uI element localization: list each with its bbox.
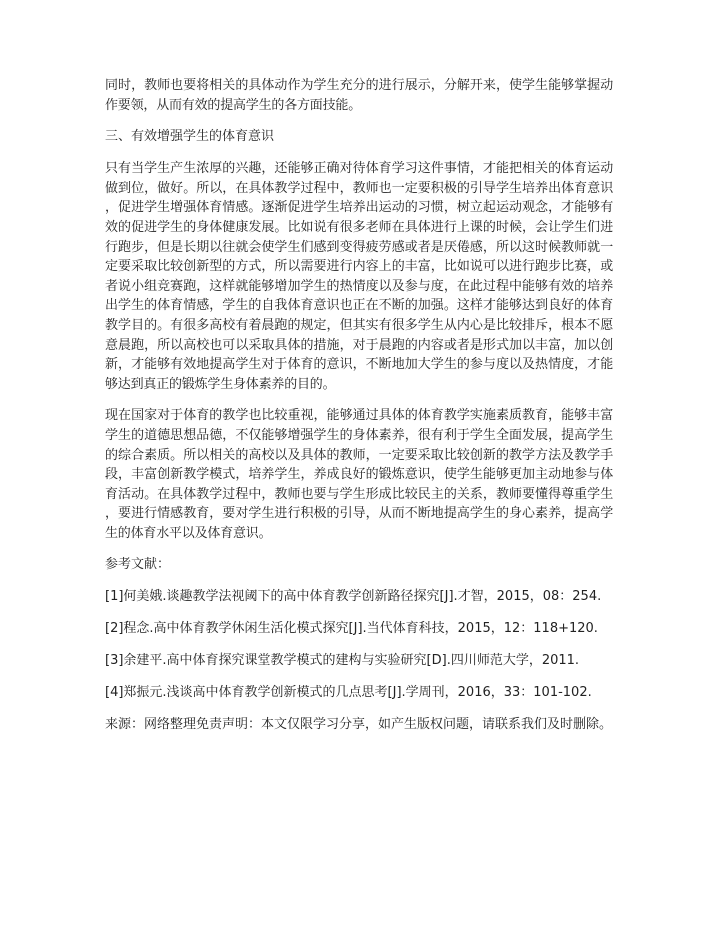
text-line: 现在国家对于体育的教学也比较重视，能够通过具体的体育教学实施素质教育，能够丰富 [105, 408, 613, 424]
reference-item: [4]郑振元.浅谈高中体育教学创新模式的几点思考[J].学周刊，2016，33：101-102. [105, 685, 592, 701]
paragraph-2 [105, 159, 613, 394]
text-line: 效的促进学生的身体健康发展。比如说有很多老师在具体进行上课的时候，会让学生们进 [105, 219, 613, 235]
text-line: 育活动。在具体教学过程中，教师也要与学生形成比较民主的关系，教师要懂得尊重学生 [105, 486, 613, 502]
text-line: 只有当学生产生浓厚的兴趣，还能够正确对待体育学习这件事情，才能把相关的体育运动 [105, 161, 613, 177]
paragraph-1 [105, 76, 613, 115]
text-line: 行跑步，但是长期以往就会使学生们感到变得疲劳感或者是厌倦感，所以这时候教师就一 [105, 239, 613, 255]
reference-item: [1]何美娥.谈趣教学法视阈下的高中体育教学创新路径探究[J].才智，2015，08：254. [105, 589, 602, 605]
reference-item: [2]程念.高中体育教学休闲生活化模式探究[J].当代体育科技，2015，12：118+120. [105, 621, 598, 637]
paragraph-3 [105, 406, 613, 543]
text-line: ，要进行情感教育，要对学生进行积极的引导，从而不断地提高学生的身心素养，提高学 [105, 506, 613, 522]
references-title: 参考文献： [105, 557, 171, 573]
text-line: 新，才能够有效地提高学生对于体育的意识，不断地加大学生的参与度以及热情度，才能 [105, 357, 613, 373]
source-disclaimer: 来源：网络整理免责声明：本文仅限学习分享，如产生版权问题，请联系我们及时删除。 [105, 717, 613, 733]
text-line: 同时，教师也要将相关的具体动作为学生充分的进行展示，分解开来，使学生能够掌握动 [105, 78, 613, 93]
document-page [105, 76, 613, 747]
text-line: 学生的道德思想品德，不仅能够增强学生的身体素养，很有利于学生全面发展，提高学生 [105, 427, 613, 443]
text-line: ，促进学生增强体育情感。逐渐促进学生培养出运动的习惯，树立起运动观念，才能够有 [105, 200, 613, 216]
text-line: 段，丰富创新教学模式，培养学生，养成良好的锻炼意识，使学生能够更加主动地参与体 [105, 467, 613, 483]
text-line: 出学生的体育情感，学生的自我体育意识也正在不断的加强。这样才能够达到良好的体育 [105, 298, 613, 314]
text-line: 做到位，做好。所以，在具体教学过程中，教师也一定要积极的引导学生培养出体育意识 [105, 180, 613, 196]
text-line: 意晨跑，所以高校也可以采取具体的措施，对于晨跑的内容或者是形式加以丰富，加以创 [105, 337, 613, 353]
reference-item: [3]余建平.高中体育探究课堂教学模式的建构与实验研究[D].四川师范大学，2011. [105, 653, 580, 669]
text-line: 作要领，从而有效的提高学生的各方面技能。 [105, 97, 362, 113]
text-line: 的综合素质。所以相关的高校以及具体的教师，一定要采取比较创新的教学方法及教学手 [105, 447, 613, 463]
text-line: 生的体育水平以及体育意识。 [105, 525, 272, 541]
section-heading: 三、有效增强学生的体育意识 [105, 129, 275, 145]
text-line: 够达到真正的锻炼学生身体素养的目的。 [105, 376, 336, 392]
text-line: 者说小组竞赛跑，这样就能够增加学生的热情度以及参与度，在此过程中能够有效的培养 [105, 278, 613, 294]
text-line: 教学目的。有很多高校有着晨跑的规定，但其实有很多学生从内心是比较排斥，根本不愿 [105, 317, 613, 333]
text-line: 定要采取比较创新型的方式，所以需要进行内容上的丰富，比如说可以进行跑步比赛，或 [105, 259, 613, 275]
